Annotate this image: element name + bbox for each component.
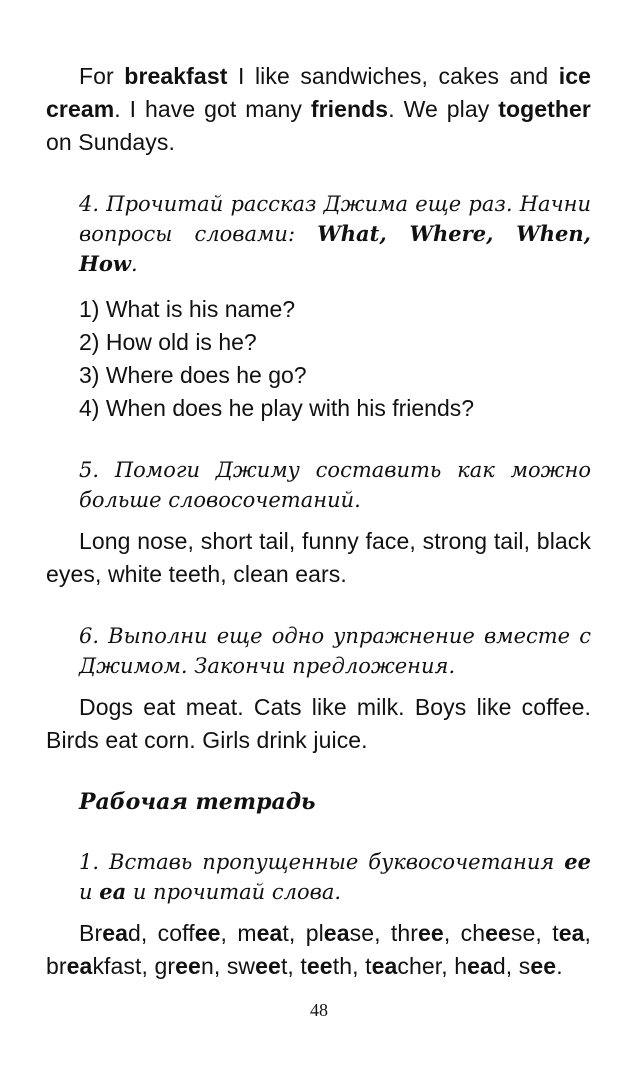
list-item: 1) What is his name? (79, 296, 296, 322)
text-run: t, pl (282, 920, 324, 946)
bold-text: ee (175, 953, 201, 979)
task-4-end: . (130, 252, 138, 276)
bold-text: ea (371, 953, 398, 979)
list-item: 2) How old is he? (79, 329, 257, 355)
text-run: , m (220, 920, 257, 946)
page-number: 48 (310, 1000, 328, 1020)
bold-text: ee (530, 953, 557, 979)
task-5-instruction: 5. Помоги Джиму составить как можно больше словосочетаний. (79, 458, 591, 512)
task-6-instruction: 6. Выполни еще одно упражнение вместе с Джимом. Закончи предложения. (79, 624, 591, 678)
text-run: , ch (443, 920, 486, 946)
task-4-instruction (46, 189, 591, 279)
bold-text: ee (255, 953, 281, 979)
list-item: 4) When does he play with his friends? (79, 395, 475, 421)
bold-text: ea (99, 879, 127, 904)
text-run: t, t (280, 953, 307, 979)
bold-text: ea (256, 920, 283, 946)
text-run: 1. Вставь пропущенные буквосочетания (79, 850, 565, 874)
bold-text: ice cream (46, 63, 591, 122)
bold-text: ee (418, 920, 444, 946)
bold-text: breakfast (124, 63, 228, 89)
bold-text: ee (564, 849, 591, 874)
bold-text: ea (102, 920, 128, 946)
list-item: 3) Where does he go? (79, 362, 307, 388)
task-6-answer: Dogs eat meat. Cats like milk. Boys like coffee. Birds eat corn. Girls drink juice. (46, 694, 591, 753)
intro-paragraph (46, 60, 591, 159)
text-run: n, sw (200, 953, 256, 979)
text-run: cher, h (397, 953, 468, 979)
text-run: d, s (492, 953, 531, 979)
task-5-answer: Long nose, short tail, funny face, strong tail, black eyes, white teeth, clean ears. (46, 528, 591, 587)
text-run: , br (46, 920, 591, 979)
text-run: For (79, 63, 125, 89)
bold-text: ee (485, 920, 511, 946)
text-run: Br (79, 920, 103, 946)
text-run: и прочитай слова. (126, 880, 342, 904)
workbook-task-1-answer (46, 917, 591, 983)
bold-text: ee (194, 920, 221, 946)
text-run: d, coff (128, 920, 195, 946)
bold-text: friends (310, 96, 389, 122)
task-4-text: 4. Прочитай рассказ Джима еще раз. Начни вопросы словами: (79, 192, 591, 246)
bold-text: ea (66, 953, 93, 979)
bold-text: ea (467, 953, 493, 979)
text-run: kfast, gr (92, 953, 176, 979)
text-run: . I have got many (114, 96, 311, 122)
task-4-keywords: What, Where, When, How (79, 221, 591, 276)
text-run: и (79, 880, 100, 904)
bold-text: ea (323, 920, 350, 946)
text-run: . We play (388, 96, 499, 122)
bold-text: ee (306, 953, 333, 979)
text-run: on Sundays. (46, 129, 175, 155)
text-run: I like sandwiches, cakes and (227, 63, 559, 89)
text-run: se, t (510, 920, 559, 946)
text-run: . (556, 953, 563, 979)
workbook-heading: Рабочая тетрадь (79, 789, 316, 815)
text-run: th, t (332, 953, 372, 979)
bold-text: together (498, 96, 591, 122)
task-4-answers (46, 293, 591, 425)
text-run: se, thr (349, 920, 419, 946)
bold-text: ea (558, 920, 585, 946)
page-content (46, 60, 591, 983)
workbook-task-1-instruction (46, 847, 591, 907)
